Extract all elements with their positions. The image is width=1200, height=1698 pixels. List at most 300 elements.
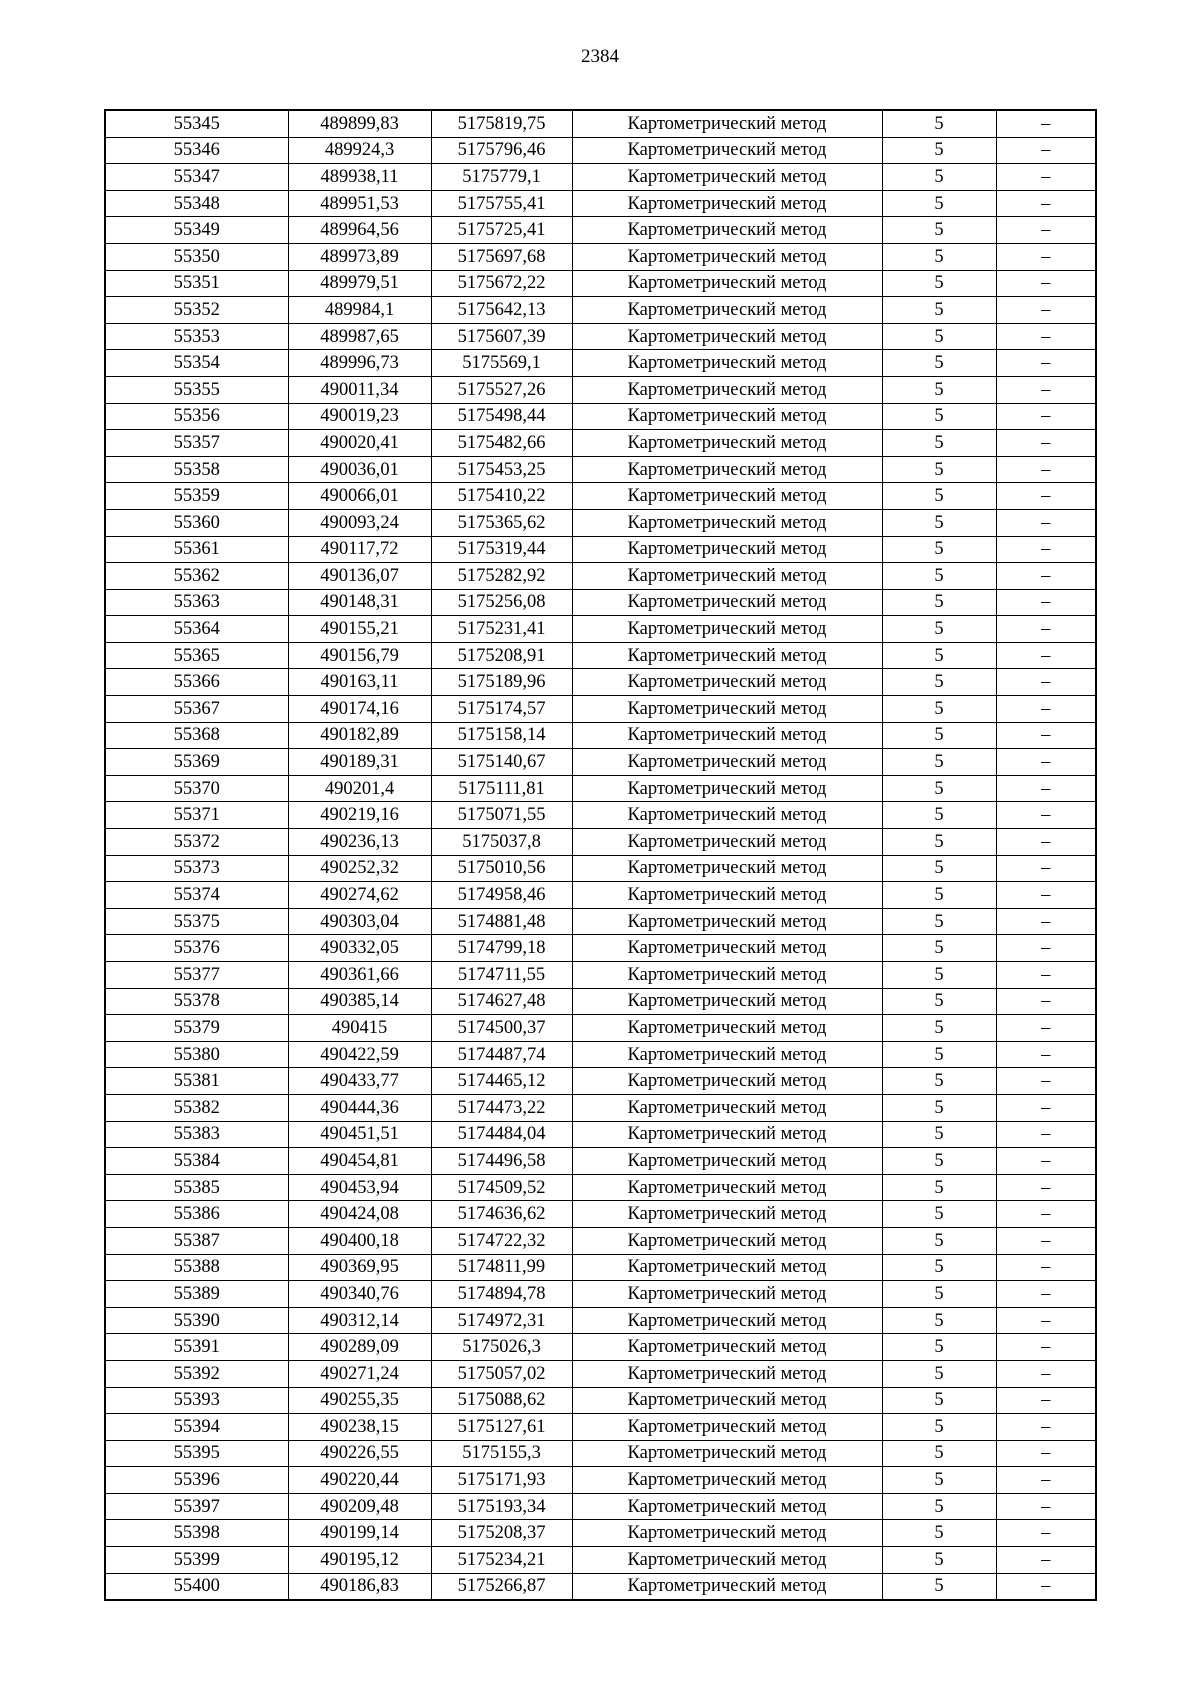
point-number-cell: 55400 — [105, 1573, 288, 1600]
point-number-cell: 55365 — [105, 642, 288, 669]
accuracy-cell: 5 — [882, 297, 996, 324]
note-cell: – — [996, 642, 1096, 669]
note-cell: – — [996, 802, 1096, 829]
table-row — [105, 1201, 1096, 1228]
method-cell: Картометрический метод — [572, 137, 882, 164]
y-coordinate-cell: 5175498,44 — [431, 403, 572, 430]
point-number-cell: 55373 — [105, 855, 288, 882]
point-number-cell: 55360 — [105, 509, 288, 536]
table-row — [105, 563, 1096, 590]
accuracy-cell: 5 — [882, 722, 996, 749]
method-cell: Картометрический метод — [572, 962, 882, 989]
method-cell: Картометрический метод — [572, 1148, 882, 1175]
y-coordinate-cell: 5175057,02 — [431, 1360, 572, 1387]
y-coordinate-cell: 5175026,3 — [431, 1334, 572, 1361]
coordinates-table-body — [105, 110, 1096, 1600]
x-coordinate-cell: 490163,11 — [288, 669, 431, 696]
point-number-cell: 55362 — [105, 563, 288, 590]
point-number-cell: 55385 — [105, 1174, 288, 1201]
point-number-cell: 55357 — [105, 430, 288, 457]
method-cell: Картометрический метод — [572, 190, 882, 217]
table-row — [105, 350, 1096, 377]
y-coordinate-cell: 5174496,58 — [431, 1148, 572, 1175]
note-cell: – — [996, 1281, 1096, 1308]
note-cell: – — [996, 1334, 1096, 1361]
point-number-cell: 55384 — [105, 1148, 288, 1175]
accuracy-cell: 5 — [882, 536, 996, 563]
method-cell: Картометрический метод — [572, 589, 882, 616]
x-coordinate-cell: 489964,56 — [288, 217, 431, 244]
note-cell: – — [996, 1148, 1096, 1175]
method-cell: Картометрический метод — [572, 1467, 882, 1494]
x-coordinate-cell: 490238,15 — [288, 1414, 431, 1441]
x-coordinate-cell: 489984,1 — [288, 297, 431, 324]
y-coordinate-cell: 5175037,8 — [431, 829, 572, 856]
y-coordinate-cell: 5175071,55 — [431, 802, 572, 829]
method-cell: Картометрический метод — [572, 350, 882, 377]
accuracy-cell: 5 — [882, 616, 996, 643]
table-row — [105, 110, 1096, 137]
accuracy-cell: 5 — [882, 164, 996, 191]
point-number-cell: 55347 — [105, 164, 288, 191]
method-cell: Картометрический метод — [572, 483, 882, 510]
note-cell: – — [996, 376, 1096, 403]
y-coordinate-cell: 5175266,87 — [431, 1573, 572, 1600]
note-cell: – — [996, 935, 1096, 962]
y-coordinate-cell: 5174484,04 — [431, 1121, 572, 1148]
note-cell: – — [996, 722, 1096, 749]
x-coordinate-cell: 490451,51 — [288, 1121, 431, 1148]
x-coordinate-cell: 490453,94 — [288, 1174, 431, 1201]
accuracy-cell: 5 — [882, 1547, 996, 1574]
x-coordinate-cell: 490020,41 — [288, 430, 431, 457]
note-cell: – — [996, 669, 1096, 696]
y-coordinate-cell: 5174500,37 — [431, 1015, 572, 1042]
table-row — [105, 1227, 1096, 1254]
accuracy-cell: 5 — [882, 1041, 996, 1068]
accuracy-cell: 5 — [882, 1201, 996, 1228]
accuracy-cell: 5 — [882, 137, 996, 164]
table-row — [105, 376, 1096, 403]
table-row — [105, 669, 1096, 696]
accuracy-cell: 5 — [882, 829, 996, 856]
method-cell: Картометрический метод — [572, 563, 882, 590]
method-cell: Картометрический метод — [572, 1041, 882, 1068]
x-coordinate-cell: 490340,76 — [288, 1281, 431, 1308]
accuracy-cell: 5 — [882, 1148, 996, 1175]
accuracy-cell: 5 — [882, 1094, 996, 1121]
table-row — [105, 483, 1096, 510]
point-number-cell: 55381 — [105, 1068, 288, 1095]
method-cell: Картометрический метод — [572, 110, 882, 137]
y-coordinate-cell: 5174881,48 — [431, 908, 572, 935]
method-cell: Картометрический метод — [572, 1254, 882, 1281]
method-cell: Картометрический метод — [572, 297, 882, 324]
point-number-cell: 55354 — [105, 350, 288, 377]
table-row — [105, 1121, 1096, 1148]
y-coordinate-cell: 5174487,74 — [431, 1041, 572, 1068]
note-cell: – — [996, 1547, 1096, 1574]
note-cell: – — [996, 1227, 1096, 1254]
note-cell: – — [996, 1068, 1096, 1095]
point-number-cell: 55388 — [105, 1254, 288, 1281]
x-coordinate-cell: 489951,53 — [288, 190, 431, 217]
accuracy-cell: 5 — [882, 1573, 996, 1600]
x-coordinate-cell: 489987,65 — [288, 323, 431, 350]
accuracy-cell: 5 — [882, 1360, 996, 1387]
x-coordinate-cell: 490093,24 — [288, 509, 431, 536]
table-row — [105, 642, 1096, 669]
x-coordinate-cell: 490289,09 — [288, 1334, 431, 1361]
accuracy-cell: 5 — [882, 669, 996, 696]
point-number-cell: 55382 — [105, 1094, 288, 1121]
note-cell: – — [996, 908, 1096, 935]
note-cell: – — [996, 1360, 1096, 1387]
method-cell: Картометрический метод — [572, 376, 882, 403]
note-cell: – — [996, 775, 1096, 802]
method-cell: Картометрический метод — [572, 1360, 882, 1387]
x-coordinate-cell: 490117,72 — [288, 536, 431, 563]
note-cell: – — [996, 110, 1096, 137]
point-number-cell: 55370 — [105, 775, 288, 802]
accuracy-cell: 5 — [882, 217, 996, 244]
x-coordinate-cell: 490361,66 — [288, 962, 431, 989]
table-row — [105, 1414, 1096, 1441]
note-cell: – — [996, 270, 1096, 297]
y-coordinate-cell: 5175234,21 — [431, 1547, 572, 1574]
y-coordinate-cell: 5175527,26 — [431, 376, 572, 403]
table-row — [105, 908, 1096, 935]
y-coordinate-cell: 5175231,41 — [431, 616, 572, 643]
point-number-cell: 55368 — [105, 722, 288, 749]
method-cell: Картометрический метод — [572, 642, 882, 669]
note-cell: – — [996, 190, 1096, 217]
point-number-cell: 55397 — [105, 1493, 288, 1520]
table-row — [105, 696, 1096, 723]
accuracy-cell: 5 — [882, 1254, 996, 1281]
table-row — [105, 1174, 1096, 1201]
point-number-cell: 55348 — [105, 190, 288, 217]
accuracy-cell: 5 — [882, 802, 996, 829]
point-number-cell: 55380 — [105, 1041, 288, 1068]
y-coordinate-cell: 5174958,46 — [431, 882, 572, 909]
method-cell: Картометрический метод — [572, 509, 882, 536]
point-number-cell: 55398 — [105, 1520, 288, 1547]
method-cell: Картометрический метод — [572, 403, 882, 430]
y-coordinate-cell: 5175410,22 — [431, 483, 572, 510]
x-coordinate-cell: 490444,36 — [288, 1094, 431, 1121]
table-row — [105, 1573, 1096, 1600]
note-cell: – — [996, 456, 1096, 483]
page-number: 2384 — [581, 46, 619, 67]
y-coordinate-cell: 5175171,93 — [431, 1467, 572, 1494]
point-number-cell: 55383 — [105, 1121, 288, 1148]
accuracy-cell: 5 — [882, 1467, 996, 1494]
accuracy-cell: 5 — [882, 190, 996, 217]
accuracy-cell: 5 — [882, 589, 996, 616]
table-row — [105, 589, 1096, 616]
method-cell: Картометрический метод — [572, 749, 882, 776]
accuracy-cell: 5 — [882, 1387, 996, 1414]
method-cell: Картометрический метод — [572, 1068, 882, 1095]
y-coordinate-cell: 5175779,1 — [431, 164, 572, 191]
table-row — [105, 1547, 1096, 1574]
method-cell: Картометрический метод — [572, 1281, 882, 1308]
point-number-cell: 55387 — [105, 1227, 288, 1254]
method-cell: Картометрический метод — [572, 855, 882, 882]
note-cell: – — [996, 536, 1096, 563]
x-coordinate-cell: 490454,81 — [288, 1148, 431, 1175]
table-row — [105, 1334, 1096, 1361]
accuracy-cell: 5 — [882, 962, 996, 989]
x-coordinate-cell: 490424,08 — [288, 1201, 431, 1228]
table-row — [105, 1440, 1096, 1467]
method-cell: Картометрический метод — [572, 988, 882, 1015]
point-number-cell: 55355 — [105, 376, 288, 403]
x-coordinate-cell: 490199,14 — [288, 1520, 431, 1547]
note-cell: – — [996, 1121, 1096, 1148]
accuracy-cell: 5 — [882, 270, 996, 297]
table-row — [105, 1307, 1096, 1334]
x-coordinate-cell: 490219,16 — [288, 802, 431, 829]
method-cell: Картометрический метод — [572, 829, 882, 856]
table-row — [105, 1094, 1096, 1121]
note-cell: – — [996, 829, 1096, 856]
x-coordinate-cell: 490226,55 — [288, 1440, 431, 1467]
method-cell: Картометрический метод — [572, 935, 882, 962]
accuracy-cell: 5 — [882, 483, 996, 510]
y-coordinate-cell: 5175010,56 — [431, 855, 572, 882]
x-coordinate-cell: 490209,48 — [288, 1493, 431, 1520]
accuracy-cell: 5 — [882, 110, 996, 137]
y-coordinate-cell: 5174465,12 — [431, 1068, 572, 1095]
x-coordinate-cell: 490255,35 — [288, 1387, 431, 1414]
method-cell: Картометрический метод — [572, 1440, 882, 1467]
accuracy-cell: 5 — [882, 350, 996, 377]
x-coordinate-cell: 490274,62 — [288, 882, 431, 909]
note-cell: – — [996, 563, 1096, 590]
table-row — [105, 536, 1096, 563]
y-coordinate-cell: 5174799,18 — [431, 935, 572, 962]
x-coordinate-cell: 490236,13 — [288, 829, 431, 856]
note-cell: – — [996, 1520, 1096, 1547]
method-cell: Картометрический метод — [572, 164, 882, 191]
method-cell: Картометрический метод — [572, 669, 882, 696]
accuracy-cell: 5 — [882, 749, 996, 776]
y-coordinate-cell: 5174473,22 — [431, 1094, 572, 1121]
table-row — [105, 802, 1096, 829]
note-cell: – — [996, 749, 1096, 776]
note-cell: – — [996, 962, 1096, 989]
accuracy-cell: 5 — [882, 935, 996, 962]
x-coordinate-cell: 490136,07 — [288, 563, 431, 590]
point-number-cell: 55377 — [105, 962, 288, 989]
x-coordinate-cell: 490148,31 — [288, 589, 431, 616]
table-row — [105, 217, 1096, 244]
note-cell: – — [996, 1573, 1096, 1600]
point-number-cell: 55386 — [105, 1201, 288, 1228]
x-coordinate-cell: 490195,12 — [288, 1547, 431, 1574]
table-row — [105, 403, 1096, 430]
note-cell: – — [996, 988, 1096, 1015]
point-number-cell: 55352 — [105, 297, 288, 324]
table-row — [105, 137, 1096, 164]
note-cell: – — [996, 589, 1096, 616]
note-cell: – — [996, 1440, 1096, 1467]
method-cell: Картометрический метод — [572, 536, 882, 563]
table-row — [105, 962, 1096, 989]
coordinates-table — [104, 109, 1097, 1601]
table-row — [105, 616, 1096, 643]
y-coordinate-cell: 5175282,92 — [431, 563, 572, 590]
y-coordinate-cell: 5175256,08 — [431, 589, 572, 616]
x-coordinate-cell: 490271,24 — [288, 1360, 431, 1387]
method-cell: Картометрический метод — [572, 1573, 882, 1600]
x-coordinate-cell: 490332,05 — [288, 935, 431, 962]
x-coordinate-cell: 490011,34 — [288, 376, 431, 403]
note-cell: – — [996, 1387, 1096, 1414]
y-coordinate-cell: 5175672,22 — [431, 270, 572, 297]
y-coordinate-cell: 5175189,96 — [431, 669, 572, 696]
accuracy-cell: 5 — [882, 563, 996, 590]
point-number-cell: 55399 — [105, 1547, 288, 1574]
method-cell: Картометрический метод — [572, 722, 882, 749]
point-number-cell: 55390 — [105, 1307, 288, 1334]
y-coordinate-cell: 5175155,3 — [431, 1440, 572, 1467]
x-coordinate-cell: 490303,04 — [288, 908, 431, 935]
note-cell: – — [996, 1015, 1096, 1042]
accuracy-cell: 5 — [882, 775, 996, 802]
x-coordinate-cell: 490369,95 — [288, 1254, 431, 1281]
note-cell: – — [996, 164, 1096, 191]
accuracy-cell: 5 — [882, 1414, 996, 1441]
point-number-cell: 55351 — [105, 270, 288, 297]
accuracy-cell: 5 — [882, 855, 996, 882]
point-number-cell: 55366 — [105, 669, 288, 696]
x-coordinate-cell: 490036,01 — [288, 456, 431, 483]
point-number-cell: 55367 — [105, 696, 288, 723]
point-number-cell: 55369 — [105, 749, 288, 776]
table-row — [105, 1467, 1096, 1494]
y-coordinate-cell: 5175193,34 — [431, 1493, 572, 1520]
note-cell: – — [996, 1201, 1096, 1228]
accuracy-cell: 5 — [882, 1281, 996, 1308]
y-coordinate-cell: 5175453,25 — [431, 456, 572, 483]
table-row — [105, 270, 1096, 297]
note-cell: – — [996, 1041, 1096, 1068]
accuracy-cell: 5 — [882, 882, 996, 909]
x-coordinate-cell: 489973,89 — [288, 243, 431, 270]
x-coordinate-cell: 489938,11 — [288, 164, 431, 191]
table-row — [105, 1015, 1096, 1042]
table-row — [105, 509, 1096, 536]
y-coordinate-cell: 5175725,41 — [431, 217, 572, 244]
table-row — [105, 1520, 1096, 1547]
method-cell: Картометрический метод — [572, 217, 882, 244]
note-cell: – — [996, 696, 1096, 723]
accuracy-cell: 5 — [882, 988, 996, 1015]
accuracy-cell: 5 — [882, 1520, 996, 1547]
table-row — [105, 297, 1096, 324]
method-cell: Картометрический метод — [572, 456, 882, 483]
y-coordinate-cell: 5175697,68 — [431, 243, 572, 270]
y-coordinate-cell: 5175819,75 — [431, 110, 572, 137]
point-number-cell: 55345 — [105, 110, 288, 137]
y-coordinate-cell: 5175796,46 — [431, 137, 572, 164]
y-coordinate-cell: 5175482,66 — [431, 430, 572, 457]
note-cell: – — [996, 403, 1096, 430]
method-cell: Картометрический метод — [572, 323, 882, 350]
note-cell: – — [996, 1094, 1096, 1121]
table-row — [105, 1387, 1096, 1414]
y-coordinate-cell: 5175319,44 — [431, 536, 572, 563]
x-coordinate-cell: 490174,16 — [288, 696, 431, 723]
x-coordinate-cell: 490156,79 — [288, 642, 431, 669]
accuracy-cell: 5 — [882, 323, 996, 350]
point-number-cell: 55395 — [105, 1440, 288, 1467]
method-cell: Картометрический метод — [572, 882, 882, 909]
table-row — [105, 323, 1096, 350]
method-cell: Картометрический метод — [572, 696, 882, 723]
table-row — [105, 775, 1096, 802]
method-cell: Картометрический метод — [572, 430, 882, 457]
table-row — [105, 935, 1096, 962]
point-number-cell: 55393 — [105, 1387, 288, 1414]
point-number-cell: 55376 — [105, 935, 288, 962]
x-coordinate-cell: 490252,32 — [288, 855, 431, 882]
point-number-cell: 55361 — [105, 536, 288, 563]
point-number-cell: 55394 — [105, 1414, 288, 1441]
note-cell: – — [996, 882, 1096, 909]
point-number-cell: 55372 — [105, 829, 288, 856]
table-row — [105, 1041, 1096, 1068]
note-cell: – — [996, 855, 1096, 882]
note-cell: – — [996, 243, 1096, 270]
note-cell: – — [996, 323, 1096, 350]
point-number-cell: 55356 — [105, 403, 288, 430]
x-coordinate-cell: 490415 — [288, 1015, 431, 1042]
table-row — [105, 988, 1096, 1015]
y-coordinate-cell: 5175158,14 — [431, 722, 572, 749]
x-coordinate-cell: 490312,14 — [288, 1307, 431, 1334]
note-cell: – — [996, 137, 1096, 164]
note-cell: – — [996, 297, 1096, 324]
table-row — [105, 722, 1096, 749]
y-coordinate-cell: 5175642,13 — [431, 297, 572, 324]
y-coordinate-cell: 5175755,41 — [431, 190, 572, 217]
y-coordinate-cell: 5174972,31 — [431, 1307, 572, 1334]
point-number-cell: 55350 — [105, 243, 288, 270]
x-coordinate-cell: 490400,18 — [288, 1227, 431, 1254]
method-cell: Картометрический метод — [572, 1121, 882, 1148]
note-cell: – — [996, 430, 1096, 457]
x-coordinate-cell: 490066,01 — [288, 483, 431, 510]
x-coordinate-cell: 489996,73 — [288, 350, 431, 377]
point-number-cell: 55378 — [105, 988, 288, 1015]
x-coordinate-cell: 490019,23 — [288, 403, 431, 430]
note-cell: – — [996, 350, 1096, 377]
accuracy-cell: 5 — [882, 1121, 996, 1148]
method-cell: Картометрический метод — [572, 1307, 882, 1334]
y-coordinate-cell: 5174722,32 — [431, 1227, 572, 1254]
x-coordinate-cell: 489979,51 — [288, 270, 431, 297]
point-number-cell: 55371 — [105, 802, 288, 829]
accuracy-cell: 5 — [882, 1227, 996, 1254]
y-coordinate-cell: 5175208,91 — [431, 642, 572, 669]
point-number-cell: 55353 — [105, 323, 288, 350]
table-row — [105, 749, 1096, 776]
method-cell: Картометрический метод — [572, 1520, 882, 1547]
